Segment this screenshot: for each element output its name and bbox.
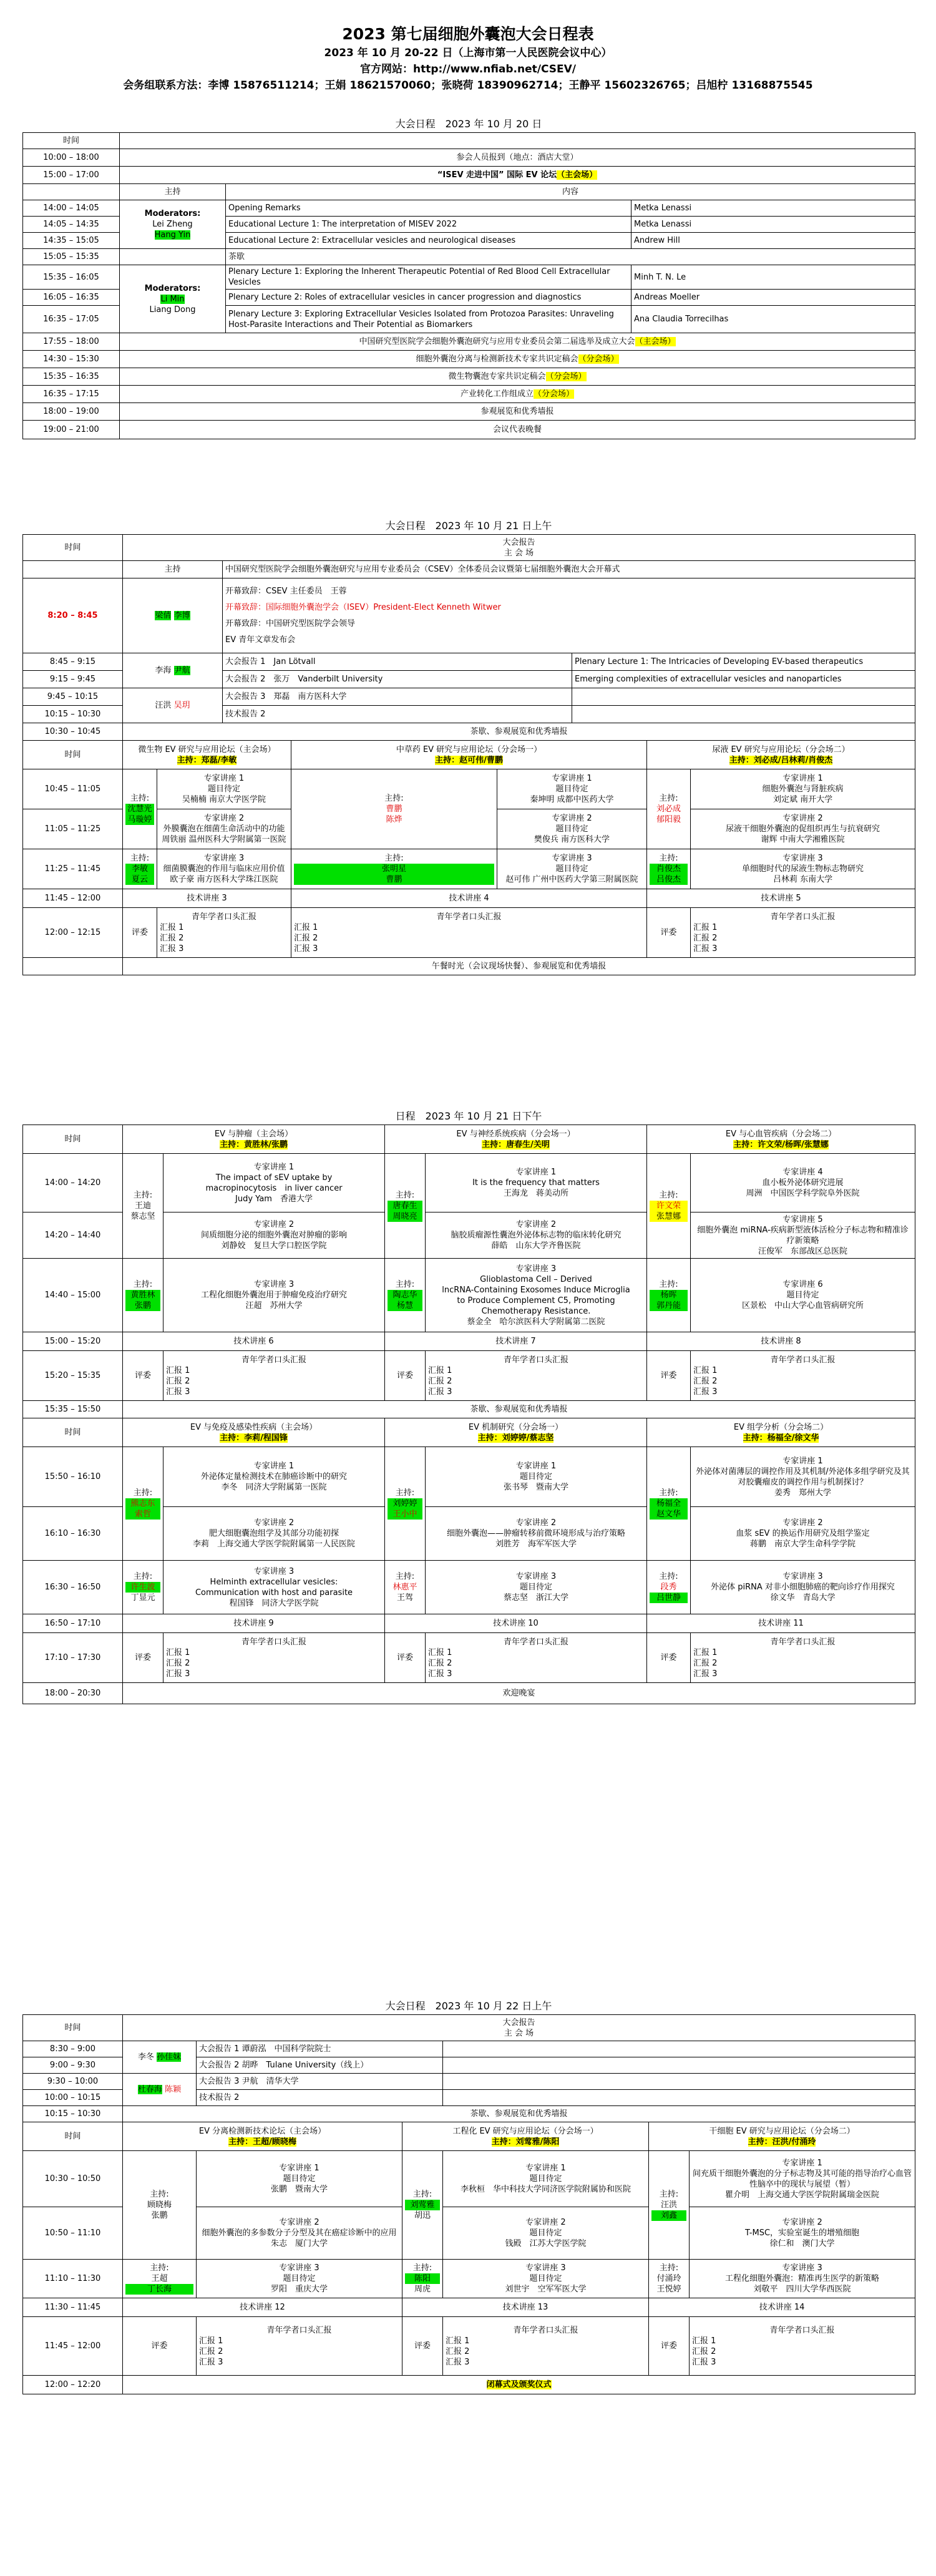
time-cell: 14:05 – 14:35 <box>23 217 120 233</box>
plenary-talk: 大会报告 2 张万 Vanderbilt University <box>223 671 572 688</box>
judge-label: 评委 <box>649 2317 690 2376</box>
opening-hosts: 梁倩 李博 <box>123 578 223 653</box>
contacts-line: 会务组联系方法：李博 15876511214；王娟 18621570060；张晓荷 18390962714；王静平 15602326765；吕旭柠 13168875545 <box>123 79 813 92</box>
talk-cell: 专家讲座 1 It is the frequency that matters 王海龙 蒋美动所 <box>426 1154 647 1212</box>
day3-table: 时间 大会报告 主 会 场 8:30 – 9:00 李冬 孙佳妹 大会报告 1 谭蔚泓 中国科学院院士 9:00 – 9:30 大会报告 2 胡晔 Tulane University（线上） 9:30 – 10:00 杜春海 陈颖 大会报告 3 尹航 清华大学 10:00 – 10:15 技术报告 2 10:15 – 10:30 茶歇、参观展览和优秀墙报 时间 EV 分离检测新技术论坛（主会场） 主持：王超/顾晓梅 工程化 EV 研究与应用论坛（分会场一） 主持：刘莺雅/陈阳 干细胞 EV 研究与应用论坛（分会场二） 主持：汪洪/付涌玲 10:30 – 10:50 主持: 顾晓梅 张鹏 专家讲座 1 题目待定 张鹏 暨南大学 主持: 刘莺雅 胡迅 专家讲座 1 题目待定 李秋桓 华中科技大学同济医学院附属协和医院 主持: 汪洪 刘鑫 专家讲座 1 间充质干细胞外囊泡的分子标志物及其可能的指导治疗心血管性脑卒中的现状与展望（暂） 瞿介明 上海交通大学医学院附属瑞金医院 10:50 – 11:10 专家讲座 2 细胞外囊泡的多参数分子分型及其在癌症诊断中的应用 朱志 厦门大学 专家讲座 2 题目待定 钱殿 江苏大学医学院 专家讲座 2 T-MSC，实验室诞生的增殖细胞 徐仁和 澳门大学 11:10 – 11:30 主持: 王超 丁长海 专家讲座 3 题目待定 罗阳 重庆大学 主持: 陈阳 周虎 专家讲座 3 题目待定 刘世宇 空军军医大学 主持: 付涌玲 王悦婷 专家讲座 3 工程化细胞外囊泡：精准再生医学的新策略 刘敬平 四川大学华西医院 11:30 – 11:45 技术讲座 12 技术讲座 13 技术讲座 14 11:45 – 12:00 评委 青年学者口头汇报 汇报 1 汇报 2 汇报 3 评委 青年学者口头汇报 汇报 1 汇报 2 汇报 3 评委 青年学者口头汇报 汇报 1 汇报 2 汇报 3 12:00 – 12:20 闭幕式及颁奖仪式 <box>22 2014 915 2394</box>
moderators-2: Moderators: Li Min Liang Dong <box>120 265 226 333</box>
time-cell: 9:45 – 10:15 <box>23 688 123 706</box>
session-hosts: 主持: 刘必成 郁阳毅 <box>647 769 691 849</box>
time-cell: 14:40 – 15:00 <box>23 1259 123 1332</box>
time-header: 时间 <box>23 535 123 561</box>
tech-talk: 技术讲座 3 <box>123 889 291 908</box>
judge-label: 评委 <box>647 1633 691 1683</box>
session-hosts: 主持: 熊志东 索哲 <box>123 1447 163 1561</box>
time-cell: 15:20 – 15:35 <box>23 1351 123 1401</box>
tech-talk: 技术讲座 9 <box>123 1614 385 1633</box>
youth-reports: 青年学者口头汇报 汇报 1 汇报 2 汇报 3 <box>291 908 647 958</box>
youth-reports: 青年学者口头汇报 汇报 1 汇报 2 汇报 3 <box>197 2317 402 2376</box>
day3-title: 大会日程 2023 年 10 月 22 日上午 <box>385 2000 552 2012</box>
session-hosts: 主持: 许生波 丁显元 <box>123 1561 163 1614</box>
time-cell: 14:00 – 14:05 <box>23 200 120 217</box>
schedule-row: 产业转化工作组成立（分会场） <box>120 386 915 403</box>
tech-talk: 技术讲座 7 <box>385 1332 647 1351</box>
judge-label: 评委 <box>402 2317 443 2376</box>
forum-header: EV 与神经系统疾病（分会场一） 主持：唐春生/关明 <box>385 1125 647 1154</box>
talk-cell: 专家讲座 1 外泌体对菌薄层的调控作用及其机制/外泌体多组学研究及其对胶囊瘤皮的调控作用与机制探讨？ 姜秀 郑州大学 <box>691 1447 915 1507</box>
talk-title: Educational Lecture 2: Extracellular vesicles and neurological diseases <box>226 233 631 249</box>
talk-cell: 专家讲座 6 题目待定 区景松 中山大学心血管病研究所 <box>691 1259 915 1332</box>
closing-row: 闭幕式及颁奖仪式 <box>123 2376 915 2394</box>
talk-title: Educational Lecture 1: The interpretation of MISEV 2022 <box>226 217 631 233</box>
time-cell: 12:00 – 12:20 <box>23 2376 123 2394</box>
time-header: 时间 <box>23 2015 123 2041</box>
time-cell: 15:35 – 15:50 <box>23 1401 123 1418</box>
session-hosts: 主持: 陶志华 杨慧 <box>385 1259 426 1332</box>
forum-header: EV 机制研究（分会场一） 主持：刘婷婷/蔡志坚 <box>385 1418 647 1447</box>
venue-tag: （主会场） <box>557 170 598 180</box>
time-cell: 16:05 – 16:35 <box>23 290 120 306</box>
talk-cell: 专家讲座 2 血浆 sEV 的换运作用研究及组学鉴定 蒋鹏 南京大学生命科学学院 <box>691 1507 915 1561</box>
plenary-hosts-1: 李海 尹航 <box>123 653 223 688</box>
talk-cell: 专家讲座 2 细胞外囊泡——肿瘤转移前微环境形成与治疗策略 刘胜芳 海军军医大学 <box>426 1507 647 1561</box>
talk-cell: 专家讲座 2 题目待定 钱殿 江苏大学医学院 <box>443 2207 649 2260</box>
forum-header: 中草药 EV 研究与应用论坛（分会场一） 主持：赵可伟/曹鹏 <box>291 741 647 769</box>
session-hosts: 主持: 肖俊杰 吕俊杰 <box>647 849 691 889</box>
tech-talk: 技术讲座 13 <box>402 2298 649 2317</box>
break-row: 茶歇、参观展览和优秀墙报 <box>123 1401 915 1418</box>
time-cell: 14:30 – 15:30 <box>23 351 120 368</box>
time-cell: 8:30 – 9:00 <box>23 2041 123 2057</box>
forum-header: 尿液 EV 研究与应用论坛（分会场二） 主持：刘必成/吕林莉/肖俊杰 <box>647 741 915 769</box>
isev-forum-row: “ISEV 走进中国” 国际 EV 论坛（主会场） <box>120 167 915 184</box>
session-hosts: 主持: 张明星 曹鹏 <box>291 849 497 889</box>
plenary-hosts-2: 杜春海 陈颖 <box>123 2074 197 2106</box>
content-header: 内容 <box>226 184 915 200</box>
time-cell: 10:15 – 10:30 <box>23 706 123 723</box>
time-cell: 16:50 – 17:10 <box>23 1614 123 1633</box>
time-cell: 16:30 – 16:50 <box>23 1561 123 1614</box>
youth-reports: 青年学者口头汇报 汇报 1 汇报 2 汇报 3 <box>691 908 915 958</box>
time-cell: 14:20 – 14:40 <box>23 1212 123 1259</box>
time-cell: 10:50 – 11:10 <box>23 2207 123 2260</box>
page-header <box>0 0 936 94</box>
youth-reports: 青年学者口头汇报 汇报 1 汇报 2 汇报 3 <box>690 2317 915 2376</box>
forum-header: EV 与心血管疾病（分会场二） 主持：许文荣/杨晖/张慧娜 <box>647 1125 915 1154</box>
plenary-hosts-2: 汪洪 吴玥 <box>123 688 223 723</box>
talk-cell: 专家讲座 2 脑胶质瘤源性囊泡外泌体标志物的临床转化研究 薛皓 山东大学齐鲁医院 <box>426 1212 647 1259</box>
time-cell: 16:35 – 17:15 <box>23 386 120 403</box>
forum-header: 微生物 EV 研究与应用论坛（主会场） 主持：郑磊/李敏 <box>123 741 291 769</box>
plenary-talk: 大会报告 2 胡晔 Tulane University（线上） <box>197 2057 443 2074</box>
talk-cell: 专家讲座 1 细胞外囊泡与肾脏疾病 刘定斌 南开大学 <box>691 769 915 809</box>
time-cell: 10:00 – 18:00 <box>23 149 120 167</box>
talk-speaker: Metka Lenassi <box>631 217 915 233</box>
plenary-talk: 技术报告 2 <box>223 706 572 723</box>
time-cell: 10:30 – 10:45 <box>23 723 123 741</box>
youth-reports: 青年学者口头汇报 汇报 1 汇报 2 汇报 3 <box>443 2317 649 2376</box>
plenary-talk: 大会报告 3 尹航 清华大学 <box>197 2074 443 2090</box>
opening-ceremony: 中国研究型医院学会细胞外囊泡研究与应用专业委员会（CSEV）全体委员会议暨第七届细胞外囊泡大会开幕式 <box>223 561 915 578</box>
talk-cell: 专家讲座 2 肥大细胞囊泡组学及其部分功能初探 李莉 上海交通大学医学院附属第一人民医院 <box>163 1507 385 1561</box>
day3-section <box>22 1998 915 2394</box>
talk-cell: 专家讲座 1 题目待定 张鹏 暨南大学 <box>197 2151 402 2207</box>
day1-section <box>22 116 915 439</box>
registration-row: 参会人员报到（地点：酒店大堂） <box>120 149 915 167</box>
judge-label: 评委 <box>123 1633 163 1683</box>
time-cell: 11:45 – 12:00 <box>23 889 123 908</box>
tech-talk: 技术讲座 12 <box>123 2298 402 2317</box>
session-hosts: 主持: 陈阳 周虎 <box>402 2260 443 2298</box>
session-hosts: 主持: 付涌玲 王悦婷 <box>649 2260 690 2298</box>
time-cell: 10:45 – 11:05 <box>23 769 123 809</box>
tech-talk: 技术讲座 11 <box>647 1614 915 1633</box>
session-hosts: 主持: 王迪 蔡志坚 <box>123 1154 163 1259</box>
talk-cell: 专家讲座 3 Helminth extracellular vesicles: Communication with host and parasite 程国锋 同济大学医学院 <box>163 1561 385 1614</box>
time-cell: 17:10 – 17:30 <box>23 1633 123 1683</box>
plenary-talk: 大会报告 3 郑磊 南方医科大学 <box>223 688 572 706</box>
talk-cell: 专家讲座 2 细胞外囊泡的多参数分子分型及其在癌症诊断中的应用 朱志 厦门大学 <box>197 2207 402 2260</box>
talk-cell: 专家讲座 5 细胞外囊泡 miRNA-疾病新型液体活检分子标志物和精准诊疗新策略 汪俊军 东部战区总医院 <box>691 1212 915 1259</box>
forum-header: EV 与免疫及感染性疾病（主会场） 主持：李莉/程国锋 <box>123 1418 385 1447</box>
day1-title: 大会日程 2023 年 10 月 20 日 <box>395 118 542 130</box>
plenary-talk: 技术报告 2 <box>197 2090 443 2106</box>
time-cell: 15:05 – 15:35 <box>23 249 120 265</box>
session-hosts: 主持: 段秀 吕世静 <box>647 1561 691 1614</box>
talk-cell: 专家讲座 2 间质细胞分泌的细胞外囊泡对肿瘤的影响 刘静姣 复旦大学口腔医学院 <box>163 1212 385 1259</box>
dinner-row: 欢迎晚宴 <box>123 1683 915 1704</box>
plenary-hosts-1: 李冬 孙佳妹 <box>123 2041 197 2074</box>
youth-reports: 青年学者口头汇报 汇报 1 汇报 2 汇报 3 <box>163 1351 385 1401</box>
session-hosts: 主持: 王超 丁长海 <box>123 2260 197 2298</box>
time-cell: 14:35 – 15:05 <box>23 233 120 249</box>
talk-cell: 专家讲座 2 题目待定 樊俊兵 南方医科大学 <box>497 809 647 849</box>
plenary-talk-en: Plenary Lecture 1: The Intricacies of Developing EV-based therapeutics <box>572 653 915 671</box>
plenary-talk: 大会报告 1 谭蔚泓 中国科学院院士 <box>197 2041 443 2057</box>
session-hosts: 主持: 刘莺雅 胡迅 <box>402 2151 443 2260</box>
time-cell: 18:00 – 19:00 <box>23 403 120 421</box>
youth-reports: 青年学者口头汇报 汇报 1 汇报 2 汇报 3 <box>691 1351 915 1401</box>
session-hosts: 主持: 沈慧光 马璇婷 <box>123 769 157 849</box>
talk-speaker: Andreas Moeller <box>631 290 915 306</box>
time-cell: 12:00 – 12:15 <box>23 908 123 958</box>
forum-header: EV 与肿瘤（主会场） 主持：黄胜林/张鹏 <box>123 1125 385 1154</box>
session-hosts: 主持: 杨福全 赵文华 <box>647 1447 691 1561</box>
talk-cell: 专家讲座 3 工程化细胞外囊泡：精准再生医学的新策略 刘敬平 四川大学华西医院 <box>690 2260 915 2298</box>
talk-cell: 专家讲座 1 间充质干细胞外囊泡的分子标志物及其可能的指导治疗心血管性脑卒中的现状与展望（暂） 瞿介明 上海交通大学医学院附属瑞金医院 <box>690 2151 915 2207</box>
time-cell: 10:15 – 10:30 <box>23 2106 123 2122</box>
talk-cell: 专家讲座 1 题目待定 秦坤明 成都中医药大学 <box>497 769 647 809</box>
page-subtitle: 2023 年 10 月 20-22 日（上海市第一人民医院会议中心） <box>324 47 612 59</box>
day2am-table: 时间 大会报告 主 会 场 主持 中国研究型医院学会细胞外囊泡研究与应用专业委员会（CSEV）全体委员会议暨第七届细胞外囊泡大会开幕式 8:20 – 8:45 梁倩 李博 开幕致辞：CSEV 主任委员 王蓉 开幕致辞：国际细胞外囊泡学会（ISEV）President-Elect Kenneth Witwer 开幕致辞：中国研究型医院学会领导 EV 青年文章发布会 8:45 – 9:15 李海 尹航 大会报告 1 Jan Lötvall Plenary Lecture 1: The Intricacies of Developing EV-based therapeutics 9:15 – 9:45 大会报告 2 张万 Vanderbilt University Emerging complexities of extracellular vesicles and nanoparticles 9:45 – 10:15 汪洪 吴玥 大会报告 3 郑磊 南方医科大学 10:15 – 10:30 技术报告 2 10:30 – 10:45 茶歇、参观展览和优秀墙报 时间 微生物 EV 研究与应用论坛（主会场） 主持：郑磊/李敏 中草药 EV 研究与应用论坛（分会场一） 主持：赵可伟/曹鹏 尿液 EV 研究与应用论坛（分会场二） 主持：刘必成/吕林莉/肖俊杰 10:45 – 11:05 主持: 沈慧光 马璇婷 专家讲座 1 题目待定 吴楠楠 南京大学医学院 主持: 曹鹏 陈烨 专家讲座 1 题目待定 秦坤明 成都中医药大学 主持: 刘必成 郁阳毅 专家讲座 1 细胞外囊泡与肾脏疾病 刘定斌 南开大学 11:05 – 11:25 专家讲座 2 外膜囊泡在细菌生命活动中的功能 周铁丽 温州医科大学附属第一医院 专家讲座 2 题目待定 樊俊兵 南方医科大学 专家讲座 2 尿液干细胞外囊泡的促组织再生与抗衰研究 谢辉 中南大学湘雅医院 11:25 – 11:45 主持: 李敏 夏云 专家讲座 3 细菌膜囊泡的作用与临床应用价值 欧子豪 南方医科大学珠江医院 主持: 张明星 曹鹏 专家讲座 3 题目待定 赵可伟 广州中医药大学第三附属医院 主持: 肖俊杰 吕俊杰 专家讲座 3 单细胞时代的尿液生物标志物研究 吕林莉 东南大学 11:45 – 12:00 技术讲座 3 技术讲座 4 技术讲座 5 12:00 – 12:15 评委 青年学者口头汇报 汇报 1 汇报 2 汇报 3 青年学者口头汇报 汇报 1 汇报 2 汇报 3 评委 青年学者口头汇报 汇报 1 汇报 2 汇报 3 午餐时光（会议现场快餐）、参观展览和优秀墙报 <box>22 534 915 975</box>
talk-cell: 专家讲座 1 外泌体定量检测技术在肺癌诊断中的研究 李冬 同济大学附属第一医院 <box>163 1447 385 1507</box>
session-hosts: 主持: 顾晓梅 张鹏 <box>123 2151 197 2260</box>
day1-table <box>22 132 915 439</box>
time-cell: 14:00 – 14:20 <box>23 1154 123 1212</box>
judge-label: 评委 <box>647 1351 691 1401</box>
talk-cell: 专家讲座 3 单细胞时代的尿液生物标志物研究 吕林莉 东南大学 <box>691 849 915 889</box>
judge-label: 评委 <box>385 1351 426 1401</box>
youth-reports: 青年学者口头汇报 汇报 1 汇报 2 汇报 3 <box>426 1633 647 1683</box>
time-cell: 16:10 – 16:30 <box>23 1507 123 1561</box>
talk-cell: 专家讲座 4 血小板外泌体研究进展 周洲 中国医学科学院阜外医院 <box>691 1154 915 1212</box>
time-cell: 11:30 – 11:45 <box>23 2298 123 2317</box>
talk-title: Plenary Lecture 1: Exploring the Inherent Therapeutic Potential of Red Blood Cell Extracellular Vesicles <box>226 265 631 290</box>
talk-cell: 专家讲座 3 题目待定 罗阳 重庆大学 <box>197 2260 402 2298</box>
session-hosts: 主持: 黄胜林 张鹏 <box>123 1259 163 1332</box>
time-cell: 8:20 – 8:45 <box>23 578 123 653</box>
day2pm-section <box>22 1108 915 1704</box>
session-hosts: 主持: 刘婷婷 王小中 <box>385 1447 426 1561</box>
time-cell: 15:50 – 16:10 <box>23 1447 123 1507</box>
time-cell: 10:30 – 10:50 <box>23 2151 123 2207</box>
time-cell: 19:00 – 21:00 <box>23 421 120 439</box>
host-header: 主持 <box>120 184 226 200</box>
talk-cell: 专家讲座 3 细菌膜囊泡的作用与临床应用价值 欧子豪 南方医科大学珠江医院 <box>157 849 291 889</box>
time-cell: 9:15 – 9:45 <box>23 671 123 688</box>
talk-speaker: Andrew Hill <box>631 233 915 249</box>
forum-header: EV 组学分析（分会场二） 主持：杨福全/徐文华 <box>647 1418 915 1447</box>
talk-cell: 专家讲座 2 T-MSC，实验室诞生的增殖细胞 徐仁和 澳门大学 <box>690 2207 915 2260</box>
break-row: 茶歇、参观展览和优秀墙报 <box>123 723 915 741</box>
talk-cell: 专家讲座 3 工程化细胞外囊泡用于肿瘤免疫治疗研究 汪超 苏州大学 <box>163 1259 385 1332</box>
talk-cell: 专家讲座 1 题目待定 李秋桓 华中科技大学同济医学院附属协和医院 <box>443 2151 649 2207</box>
session-hosts: 主持: 汪洪 刘鑫 <box>649 2151 690 2260</box>
time-cell: 17:55 – 18:00 <box>23 333 120 351</box>
youth-reports: 青年学者口头汇报 汇报 1 汇报 2 汇报 3 <box>426 1351 647 1401</box>
tech-talk: 技术讲座 5 <box>647 889 915 908</box>
time-cell: 9:00 – 9:30 <box>23 2057 123 2074</box>
time-cell: 15:00 – 17:00 <box>23 167 120 184</box>
page-title: 2023 第七届细胞外囊泡大会日程表 <box>342 25 594 43</box>
time-cell: 11:10 – 11:30 <box>23 2260 123 2298</box>
time-cell: 15:00 – 15:20 <box>23 1332 123 1351</box>
judge-label: 评委 <box>385 1633 426 1683</box>
talk-speaker: Metka Lenassi <box>631 200 915 217</box>
session-hosts: 主持: 曹鹏 陈烨 <box>291 769 497 849</box>
tea-break: 茶歇 <box>226 249 915 265</box>
time-cell: 11:45 – 12:00 <box>23 2317 123 2376</box>
judge-label: 评委 <box>123 2317 197 2376</box>
time-cell: 11:25 – 11:45 <box>23 849 123 889</box>
schedule-row: 中国研究型医院学会细胞外囊泡研究与应用专业委员会第二届选举及成立大会（主会场） <box>120 333 915 351</box>
time-cell: 15:35 – 16:35 <box>23 368 120 386</box>
judge-label: 评委 <box>647 908 691 958</box>
schedule-row: 参观展览和优秀墙报 <box>120 403 915 421</box>
session-hosts: 主持: 李敏 夏云 <box>123 849 157 889</box>
talk-cell: 专家讲座 3 题目待定 赵可伟 广州中医药大学第三附属医院 <box>497 849 647 889</box>
talk-cell: 专家讲座 1 The impact of sEV uptake by macropinocytosis in liver cancer Judy Yam 香港大学 <box>163 1154 385 1212</box>
plenary-talk: 大会报告 1 Jan Lötvall <box>223 653 572 671</box>
time-cell: 11:05 – 11:25 <box>23 809 123 849</box>
time-cell: 9:30 – 10:00 <box>23 2074 123 2090</box>
talk-cell: 专家讲座 3 外泌体 piRNA 对非小细胞肺癌的靶向诊疗作用探究 徐文华 青岛大学 <box>691 1561 915 1614</box>
time-cell: 16:35 – 17:05 <box>23 306 120 333</box>
judge-label: 评委 <box>123 1351 163 1401</box>
time-cell: 15:35 – 16:05 <box>23 265 120 290</box>
forum-header: 干细胞 EV 研究与应用论坛（分会场二） 主持：汪洪/付涌玲 <box>649 2122 915 2151</box>
tech-talk: 技术讲座 8 <box>647 1332 915 1351</box>
tech-talk: 技术讲座 6 <box>123 1332 385 1351</box>
website-line[interactable]: 官方网站：http://www.nfiab.net/CSEV/ <box>359 63 576 76</box>
forum-header: EV 分离检测新技术论坛（主会场） 主持：王超/顾晓梅 <box>123 2122 402 2151</box>
schedule-row: 会议代表晚餐 <box>120 421 915 439</box>
youth-reports: 青年学者口头汇报 汇报 1 汇报 2 汇报 3 <box>691 1633 915 1683</box>
time-cell: 10:00 – 10:15 <box>23 2090 123 2106</box>
session-hosts: 主持: 唐春生 周晓亮 <box>385 1154 426 1259</box>
session-hosts: 主持: 林惠平 王驾 <box>385 1561 426 1614</box>
talk-cell: 专家讲座 1 题目待定 吴楠楠 南京大学医学院 <box>157 769 291 809</box>
forum-header: 工程化 EV 研究与应用论坛（分会场一） 主持：刘莺雅/陈阳 <box>402 2122 649 2151</box>
talk-cell: 专家讲座 3 题目待定 蔡志坚 浙江大学 <box>426 1561 647 1614</box>
time-cell: 8:45 – 9:15 <box>23 653 123 671</box>
opening-items: 开幕致辞：CSEV 主任委员 王蓉 开幕致辞：国际细胞外囊泡学会（ISEV）President-Elect Kenneth Witwer 开幕致辞：中国研究型医院学会领导 EV 青年文章发布会 <box>223 578 915 653</box>
day2am-title: 大会日程 2023 年 10 月 21 日上午 <box>385 520 552 532</box>
time-header: 时间 <box>23 1125 123 1154</box>
talk-title: Plenary Lecture 3: Exploring Extracellular Vesicles Isolated from Protozoa Parasites: Unraveling Host-Parasite Interactions and Their Potential as Biomarkers <box>226 306 631 333</box>
moderators-1: Moderators: Lei Zheng Hang Yin <box>120 200 226 249</box>
talk-cell: 专家讲座 1 题目待定 张书琴 暨南大学 <box>426 1447 647 1507</box>
talk-speaker: Minh T. N. Le <box>631 265 915 290</box>
session-hosts: 主持: 杨晖 郭丹能 <box>647 1259 691 1332</box>
talk-cell: 专家讲座 2 外膜囊泡在细菌生命活动中的功能 周铁丽 温州医科大学附属第一医院 <box>157 809 291 849</box>
talk-speaker: Ana Claudia Torrecilhas <box>631 306 915 333</box>
day2pm-title: 日程 2023 年 10 月 21 日下午 <box>395 1110 542 1122</box>
time-cell: 18:00 – 20:30 <box>23 1683 123 1704</box>
session-hosts: 主持: 许文荣 张慧娜 <box>647 1154 691 1259</box>
youth-reports: 青年学者口头汇报 汇报 1 汇报 2 汇报 3 <box>157 908 291 958</box>
schedule-row: 微生物囊泡专家共识定稿会（分会场） <box>120 368 915 386</box>
tech-talk: 技术讲座 4 <box>291 889 647 908</box>
youth-reports: 青年学者口头汇报 汇报 1 汇报 2 汇报 3 <box>163 1633 385 1683</box>
day2pm-table: 时间 EV 与肿瘤（主会场） 主持：黄胜林/张鹏 EV 与神经系统疾病（分会场一） 主持：唐春生/关明 EV 与心血管疾病（分会场二） 主持：许文荣/杨晖/张慧娜 14:00 – 14:20 主持: 王迪 蔡志坚 专家讲座 1 The impact of sEV uptake by macropinocytosis in liver cancer Judy Yam 香港大学 主持: 唐春生 周晓亮 专家讲座 1 It is the frequency that matters 王海龙 蒋美动所 主持: 许文荣 张慧娜 专家讲座 4 血小板外泌体研究进展 周洲 中国医学科学院阜外医院 14:20 – 14:40 专家讲座 2 间质细胞分泌的细胞外囊泡对肿瘤的影响 刘静姣 复旦大学口腔医学院 专家讲座 2 脑胶质瘤源性囊泡外泌体标志物的临床转化研究 薛皓 山东大学齐鲁医院 专家讲座 5 细胞外囊泡 miRNA-疾病新型液体活检分子标志物和精准诊疗新策略 汪俊军 东部战区总医院 14:40 – 15:00 主持: 黄胜林 张鹏 专家讲座 3 工程化细胞外囊泡用于肿瘤免疫治疗研究 汪超 苏州大学 主持: 陶志华 杨慧 专家讲座 3 Glioblastoma Cell – Derived lncRNA-Containing Exosomes Induce Microglia to Produce Complement C5, Promoting Chemotherapy Resistance. 蔡金全 哈尔滨医科大学附属第二医院 主持: 杨晖 郭丹能 专家讲座 6 题目待定 区景松 中山大学心血管病研究所 15:00 – 15:20 技术讲座 6 技术讲座 7 技术讲座 8 15:20 – 15:35 评委 青年学者口头汇报 汇报 1 汇报 2 汇报 3 评委 青年学者口头汇报 汇报 1 汇报 2 汇报 3 评委 青年学者口头汇报 汇报 1 汇报 2 汇报 3 15:35 – 15:50 茶歇、参观展览和优秀墙报 时间 EV 与免疫及感染性疾病（主会场） 主持：李莉/程国锋 EV 机制研究（分会场一） 主持：刘婷婷/蔡志坚 EV 组学分析（分会场二） 主持：杨福全/徐文华 15:50 – 16:10 主持: 熊志东 索哲 专家讲座 1 外泌体定量检测技术在肺癌诊断中的研究 李冬 同济大学附属第一医院 主持: 刘婷婷 王小中 专家讲座 1 题目待定 张书琴 暨南大学 主持: 杨福全 赵文华 专家讲座 1 外泌体对菌薄层的调控作用及其机制/外泌体多组学研究及其对胶囊瘤皮的调控作用与机制探讨？ 姜秀 郑州大学 16:10 – 16:30 专家讲座 2 肥大细胞囊泡组学及其部分功能初探 李莉 上海交通大学医学院附属第一人民医院 专家讲座 2 细胞外囊泡——肿瘤转移前微环境形成与治疗策略 刘胜芳 海军军医大学 专家讲座 2 血浆 sEV 的换运作用研究及组学鉴定 蒋鹏 南京大学生命科学学院 16:30 – 16:50 主持: 许生波 丁显元 专家讲座 3 Helminth extracellular vesicles: Communication with host and parasite 程国锋 同济大学医学院 主持: 林惠平 王驾 专家讲座 3 题目待定 蔡志坚 浙江大学 主持: 段秀 吕世静 专家讲座 3 外泌体 piRNA 对非小细胞肺癌的靶向诊疗作用探究 徐文华 青岛大学 16:50 – 17:10 技术讲座 9 技术讲座 10 技术讲座 11 17:10 – 17:30 评委 青年学者口头汇报 汇报 1 汇报 2 汇报 3 评委 青年学者口头汇报 汇报 1 汇报 2 汇报 3 评委 青年学者口头汇报 汇报 1 汇报 2 汇报 3 18:00 – 20:30 欢迎晚宴 <box>22 1125 915 1704</box>
lunch-row: 午餐时光（会议现场快餐）、参观展览和优秀墙报 <box>123 958 915 975</box>
break-row: 茶歇、参观展览和优秀墙报 <box>123 2106 915 2122</box>
talk-cell: 专家讲座 3 题目待定 刘世宇 空军军医大学 <box>443 2260 649 2298</box>
talk-title: Opening Remarks <box>226 200 631 217</box>
plenary-talk-en: Emerging complexities of extracellular vesicles and nanoparticles <box>572 671 915 688</box>
judge-label: 评委 <box>123 908 157 958</box>
day2am-section <box>22 518 915 975</box>
talk-title: Plenary Lecture 2: Roles of extracellular vesicles in cancer progression and diagnostics <box>226 290 631 306</box>
tech-talk: 技术讲座 14 <box>649 2298 915 2317</box>
talk-cell: 专家讲座 2 尿液干细胞外囊泡的促组织再生与抗衰研究 谢辉 中南大学湘雅医院 <box>691 809 915 849</box>
talk-cell: 专家讲座 3 Glioblastoma Cell – Derived lncRNA-Containing Exosomes Induce Microglia to Produce Complement C5, Promoting Chemotherapy Resistance. 蔡金全 哈尔滨医科大学附属第二医院 <box>426 1259 647 1332</box>
schedule-row: 细胞外囊泡分离与检测新技术专家共识定稿会（分会场） <box>120 351 915 368</box>
tech-talk: 技术讲座 10 <box>385 1614 647 1633</box>
time-header: 时间 <box>23 133 120 149</box>
